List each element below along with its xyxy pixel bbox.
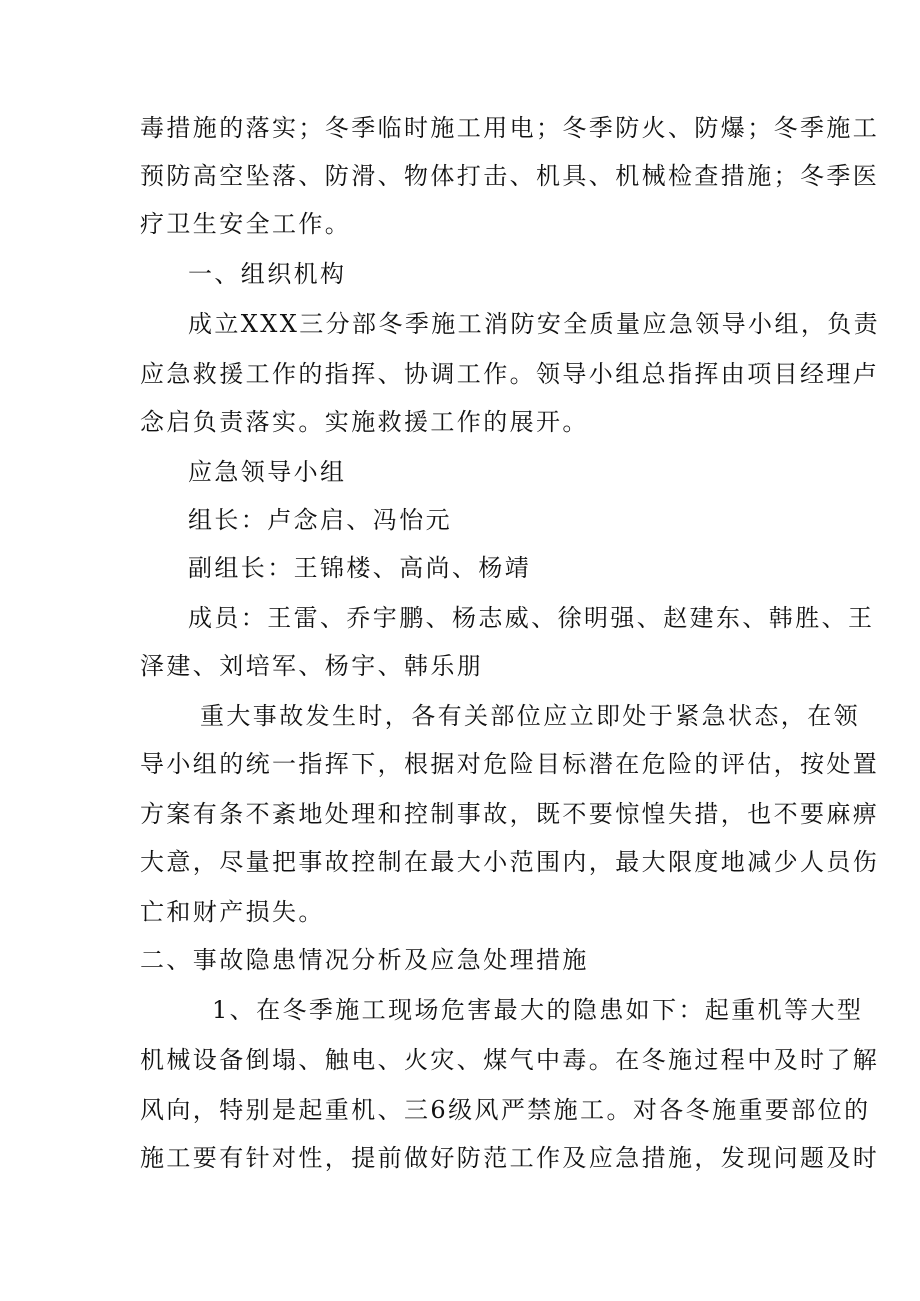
paragraph-line: 大意，尽量把事故控制在最大小范围内，最大限度地减少人员伤 [140, 848, 880, 876]
paragraph-line: 风向，特别是起重机、三6级风严禁施工。对各冬施重要部位的 [140, 1096, 871, 1124]
deputy-leader: 副组长：王锦楼、高尚、杨靖 [188, 554, 532, 582]
paragraph-line: 成立XXX三分部冬季施工消防安全质量应急领导小组，负责 [188, 310, 881, 338]
paragraph-line: 毒措施的落实；冬季临时施工用电；冬季防火、防爆；冬季施工 [140, 114, 880, 142]
members-line: 成员：王雷、乔宇鹏、杨志威、徐明强、赵建东、韩胜、王 [188, 604, 875, 632]
paragraph-line: 机械设备倒塌、触电、火灾、煤气中毒。在冬施过程中及时了解 [140, 1046, 880, 1074]
paragraph-line: 亡和财产损失。 [140, 898, 325, 926]
group-title: 应急领导小组 [188, 458, 347, 486]
group-leader: 组长：卢念启、冯怡元 [188, 506, 452, 534]
paragraph-line: 应急救援工作的指挥、协调工作。领导小组总指挥由项目经理卢 [140, 360, 880, 388]
paragraph-line: 预防高空坠落、防滑、物体打击、机具、机械检查措施；冬季医 [140, 162, 880, 190]
paragraph-line: 导小组的统一指挥下，根据对危险目标潜在危险的评估，按处置 [140, 750, 880, 778]
paragraph-line: 疗卫生安全工作。 [140, 210, 352, 238]
section-heading: 一、组织机构 [188, 260, 347, 288]
section-heading: 二、事故隐患情况分析及应急处理措施 [140, 946, 589, 974]
paragraph-line: 重大事故发生时，各有关部位应立即处于紧急状态，在领 [200, 702, 860, 730]
paragraph-line: 施工要有针对性，提前做好防范工作及应急措施，发现问题及时 [140, 1144, 880, 1172]
paragraph-line: 方案有条不紊地处理和控制事故，既不要惊惶失措，也不要麻痹 [140, 800, 880, 828]
paragraph-line: 念启负责落实。实施救援工作的展开。 [140, 408, 589, 436]
paragraph-line: 1、在冬季施工现场危害最大的隐患如下：起重机等大型 [212, 996, 864, 1024]
members-line: 泽建、刘培军、杨宇、韩乐朋 [140, 652, 484, 680]
